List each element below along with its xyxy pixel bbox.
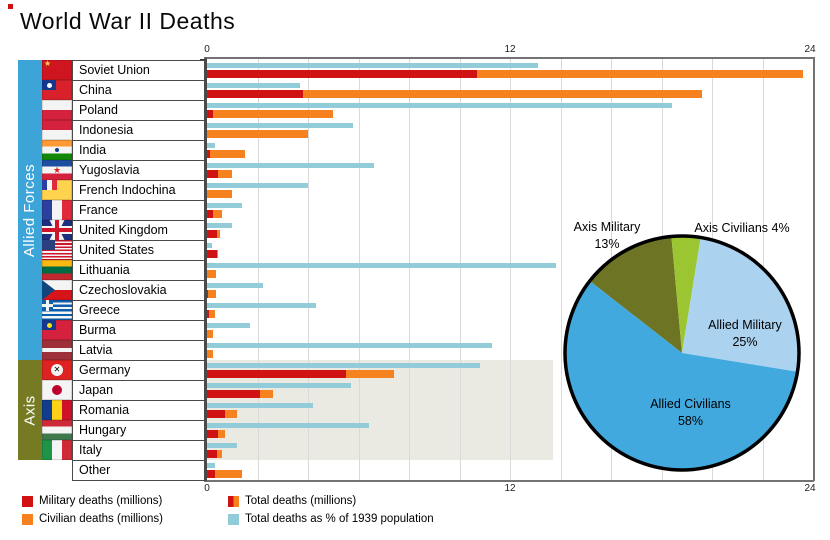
bar-civilian-deaths [303, 90, 702, 98]
bar-percent-population [207, 163, 374, 168]
flag-lithuania-icon [42, 260, 72, 280]
flag-france-icon [42, 200, 72, 220]
bar-military-deaths [207, 430, 218, 438]
country-label-china: China [72, 80, 205, 101]
total-swatch-icon [228, 496, 239, 507]
flag-india-icon [42, 140, 72, 160]
bar-percent-population [207, 403, 313, 408]
bar-civilian-deaths [207, 330, 213, 338]
bar-military-deaths [207, 230, 217, 238]
gridline [308, 58, 309, 481]
group-band-allied-forces [18, 60, 42, 360]
bar-civilian-deaths [225, 410, 238, 418]
legend-item-percent-population [228, 513, 434, 525]
country-label-germany: Germany [72, 360, 205, 381]
legend-label: Total deaths (millions) [245, 495, 357, 507]
flag-burma-icon [42, 320, 72, 340]
percent-swatch-icon [228, 514, 239, 525]
gridline [460, 58, 461, 481]
bar-civilian-deaths [207, 190, 232, 198]
country-label-lithuania: Lithuania [72, 260, 205, 281]
plot-frame-bottom [204, 480, 814, 482]
page-title: World War II Deaths [20, 8, 236, 34]
bar-percent-population [207, 343, 492, 348]
pie-label-allied-civilians: Allied Civilians 58% [650, 397, 731, 428]
flag-czechoslovakia-icon [42, 280, 72, 300]
bar-civilian-deaths [260, 390, 273, 398]
flag-hungary-icon [42, 420, 72, 440]
country-label-hungary: Hungary [72, 420, 205, 441]
bar-percent-population [207, 243, 212, 248]
legend-item-civilian-deaths [22, 513, 163, 525]
plot-frame-top [204, 57, 814, 59]
bar-military-deaths [207, 250, 217, 258]
bar-percent-population [207, 63, 538, 68]
bar-percent-population [207, 123, 353, 128]
bar-percent-population [207, 383, 351, 388]
legend-item-military-deaths [22, 495, 162, 507]
x-tick-top-24: 24 [804, 44, 816, 55]
flag-soviet-union-icon [42, 60, 72, 80]
legend-label: Military deaths (millions) [39, 495, 163, 507]
bar-civilian-deaths [207, 270, 216, 278]
flag-french-indochina-icon [42, 180, 72, 200]
flag-poland-icon [42, 100, 72, 120]
country-label-france: France [72, 200, 205, 221]
bar-military-deaths [207, 90, 303, 98]
country-label-french-indochina: French Indochina [72, 180, 205, 201]
flag-japan-icon [42, 380, 72, 400]
bar-percent-population [207, 263, 556, 268]
country-label-united-states: United States [72, 240, 205, 261]
country-label-india: India [72, 140, 205, 161]
bar-percent-population [207, 103, 672, 108]
country-label-greece: Greece [72, 300, 205, 321]
bar-military-deaths [207, 170, 218, 178]
flag-latvia-icon [42, 340, 72, 360]
bar-military-deaths [207, 370, 346, 378]
bar-military-deaths [207, 70, 477, 78]
flag-yugoslavia-icon [42, 160, 72, 180]
bar-percent-population [207, 463, 215, 468]
x-tick-bottom-24: 24 [804, 483, 816, 494]
country-label-romania: Romania [72, 400, 205, 421]
bar-civilian-deaths [217, 230, 220, 238]
flag-italy-icon [42, 440, 72, 460]
bar-civilian-deaths [477, 70, 803, 78]
gridline [258, 58, 259, 481]
bar-percent-population [207, 83, 300, 88]
group-label-allied-forces: Allied Forces [21, 163, 39, 257]
pie-slice-allied-military [682, 238, 799, 372]
legend-label: Civilian deaths (millions) [39, 513, 163, 525]
bar-civilian-deaths [217, 450, 222, 458]
flag-greece-icon [42, 300, 72, 320]
country-label-soviet-union: Soviet Union [72, 60, 205, 81]
flag-china-icon [42, 80, 72, 100]
country-label-japan: Japan [72, 380, 205, 401]
bar-civilian-deaths [217, 250, 218, 258]
flag-united-states-icon [42, 240, 72, 260]
pie-chart [557, 228, 807, 478]
plot-frame-right [813, 57, 815, 481]
civilian-swatch-icon [22, 514, 33, 525]
x-tick-top-0: 0 [204, 44, 210, 55]
bar-percent-population [207, 203, 242, 208]
bar-civilian-deaths [346, 370, 394, 378]
country-label-indonesia: Indonesia [72, 120, 205, 141]
bar-military-deaths [207, 390, 260, 398]
legend-label: Total deaths as % of 1939 population [245, 513, 434, 525]
country-label-other: Other [72, 460, 205, 481]
gridline [359, 58, 360, 481]
bar-civilian-deaths [213, 210, 222, 218]
gridline [510, 58, 511, 481]
country-label-united-kingdom: United Kingdom [72, 220, 205, 241]
country-label-poland: Poland [72, 100, 205, 121]
bar-civilian-deaths [207, 130, 308, 138]
x-tick-top-12: 12 [504, 44, 516, 55]
bar-percent-population [207, 323, 250, 328]
bar-percent-population [207, 303, 316, 308]
flag-germany-icon [42, 360, 72, 380]
bar-military-deaths [207, 410, 225, 418]
bar-military-deaths [207, 450, 217, 458]
flag-united-kingdom-icon [42, 220, 72, 240]
bar-civilian-deaths [215, 470, 243, 478]
bar-percent-population [207, 143, 215, 148]
bar-civilian-deaths [209, 310, 215, 318]
bar-civilian-deaths [218, 170, 232, 178]
group-band-axis [18, 360, 42, 460]
bar-percent-population [207, 183, 308, 188]
x-tick-bottom-0: 0 [204, 483, 210, 494]
bar-percent-population [207, 423, 369, 428]
bar-civilian-deaths [207, 350, 213, 358]
gridline [409, 58, 410, 481]
country-label-latvia: Latvia [72, 340, 205, 361]
military-swatch-icon [22, 496, 33, 507]
bar-military-deaths [207, 470, 215, 478]
bar-civilian-deaths [210, 150, 245, 158]
flag-indonesia-icon [42, 120, 72, 140]
legend-item-total-deaths [228, 495, 356, 507]
pie-label-axis-military: Axis Military 13% [573, 220, 641, 251]
flag-romania-icon [42, 400, 72, 420]
stray-red-mark [8, 4, 13, 9]
group-label-axis: Axis [21, 394, 39, 426]
bar-civilian-deaths [208, 290, 216, 298]
country-label-czechoslovakia: Czechoslovakia [72, 280, 205, 301]
bar-percent-population [207, 223, 232, 228]
bar-civilian-deaths [213, 110, 333, 118]
bar-percent-population [207, 283, 263, 288]
pie-label-allied-military: Allied Military 25% [708, 318, 782, 349]
bar-percent-population [207, 443, 237, 448]
x-tick-bottom-12: 12 [504, 483, 516, 494]
country-label-italy: Italy [72, 440, 205, 461]
country-label-burma: Burma [72, 320, 205, 341]
pie-label-axis-civilians: Axis Civilians 4% [694, 221, 790, 235]
bar-civilian-deaths [218, 430, 224, 438]
bar-percent-population [207, 363, 480, 368]
country-label-yugoslavia: Yugoslavia [72, 160, 205, 181]
